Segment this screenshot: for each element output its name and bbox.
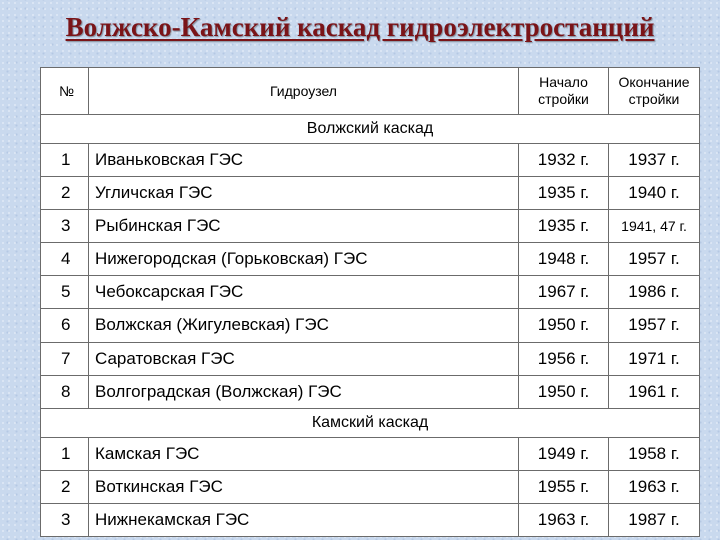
end-year: 1987 г. [609, 503, 700, 536]
end-year: 1937 г. [609, 143, 700, 176]
row-number: 2 [41, 470, 89, 503]
station-name: Саратовская ГЭС [89, 342, 519, 375]
start-year: 1955 г. [519, 470, 609, 503]
table-row [41, 342, 700, 375]
start-year: 1956 г. [519, 342, 609, 375]
table-row [41, 470, 700, 503]
station-name: Воткинская ГЭС [89, 470, 519, 503]
row-number: 5 [41, 276, 89, 309]
start-year: 1948 г. [519, 243, 609, 276]
table-row [41, 503, 700, 536]
table-row [41, 375, 700, 408]
row-number: 8 [41, 375, 89, 408]
end-year: 1961 г. [609, 375, 700, 408]
row-number: 2 [41, 177, 89, 210]
table-row [41, 243, 700, 276]
start-year: 1950 г. [519, 309, 609, 342]
end-year: 1971 г. [609, 342, 700, 375]
end-year: 1941, 47 г. [609, 210, 700, 243]
row-number: 4 [41, 243, 89, 276]
end-year: 1963 г. [609, 470, 700, 503]
end-year: 1940 г. [609, 177, 700, 210]
table-row [41, 437, 700, 470]
station-name: Рыбинская ГЭС [89, 210, 519, 243]
start-year: 1949 г. [519, 437, 609, 470]
station-name: Волгоградская (Волжская) ГЭС [89, 375, 519, 408]
table-row [41, 309, 700, 342]
table-row [41, 276, 700, 309]
row-number: 1 [41, 437, 89, 470]
start-year: 1967 г. [519, 276, 609, 309]
end-year: 1957 г. [609, 243, 700, 276]
station-name: Нижегородская (Горьковская) ГЭС [89, 243, 519, 276]
table-header-row [41, 68, 700, 115]
start-year: 1935 г. [519, 177, 609, 210]
section-header-row [41, 115, 700, 144]
start-year: 1963 г. [519, 503, 609, 536]
header-start: Начало стройки [519, 68, 609, 115]
table-body [41, 115, 700, 537]
row-number: 3 [41, 210, 89, 243]
row-number: 7 [41, 342, 89, 375]
station-name: Нижнекамская ГЭС [89, 503, 519, 536]
section-header-row [41, 408, 700, 437]
start-year: 1935 г. [519, 210, 609, 243]
end-year: 1957 г. [609, 309, 700, 342]
hydro-stations-table [40, 67, 700, 537]
start-year: 1932 г. [519, 143, 609, 176]
row-number: 3 [41, 503, 89, 536]
page-title: Волжско-Камский каскад гидроэлектростанций [65, 12, 655, 42]
station-name: Чебоксарская ГЭС [89, 276, 519, 309]
table-row [41, 177, 700, 210]
station-name: Иваньковская ГЭС [89, 143, 519, 176]
row-number: 6 [41, 309, 89, 342]
station-name: Камская ГЭС [89, 437, 519, 470]
section-title: Волжский каскад [41, 115, 700, 144]
section-title: Камский каскад [41, 408, 700, 437]
table-row [41, 143, 700, 176]
table-row [41, 210, 700, 243]
header-end: Окончание стройки [609, 68, 700, 115]
header-number: № [41, 68, 89, 115]
station-name: Угличская ГЭС [89, 177, 519, 210]
header-station: Гидроузел [89, 68, 519, 115]
station-name: Волжская (Жигулевская) ГЭС [89, 309, 519, 342]
end-year: 1958 г. [609, 437, 700, 470]
end-year: 1986 г. [609, 276, 700, 309]
start-year: 1950 г. [519, 375, 609, 408]
row-number: 1 [41, 143, 89, 176]
